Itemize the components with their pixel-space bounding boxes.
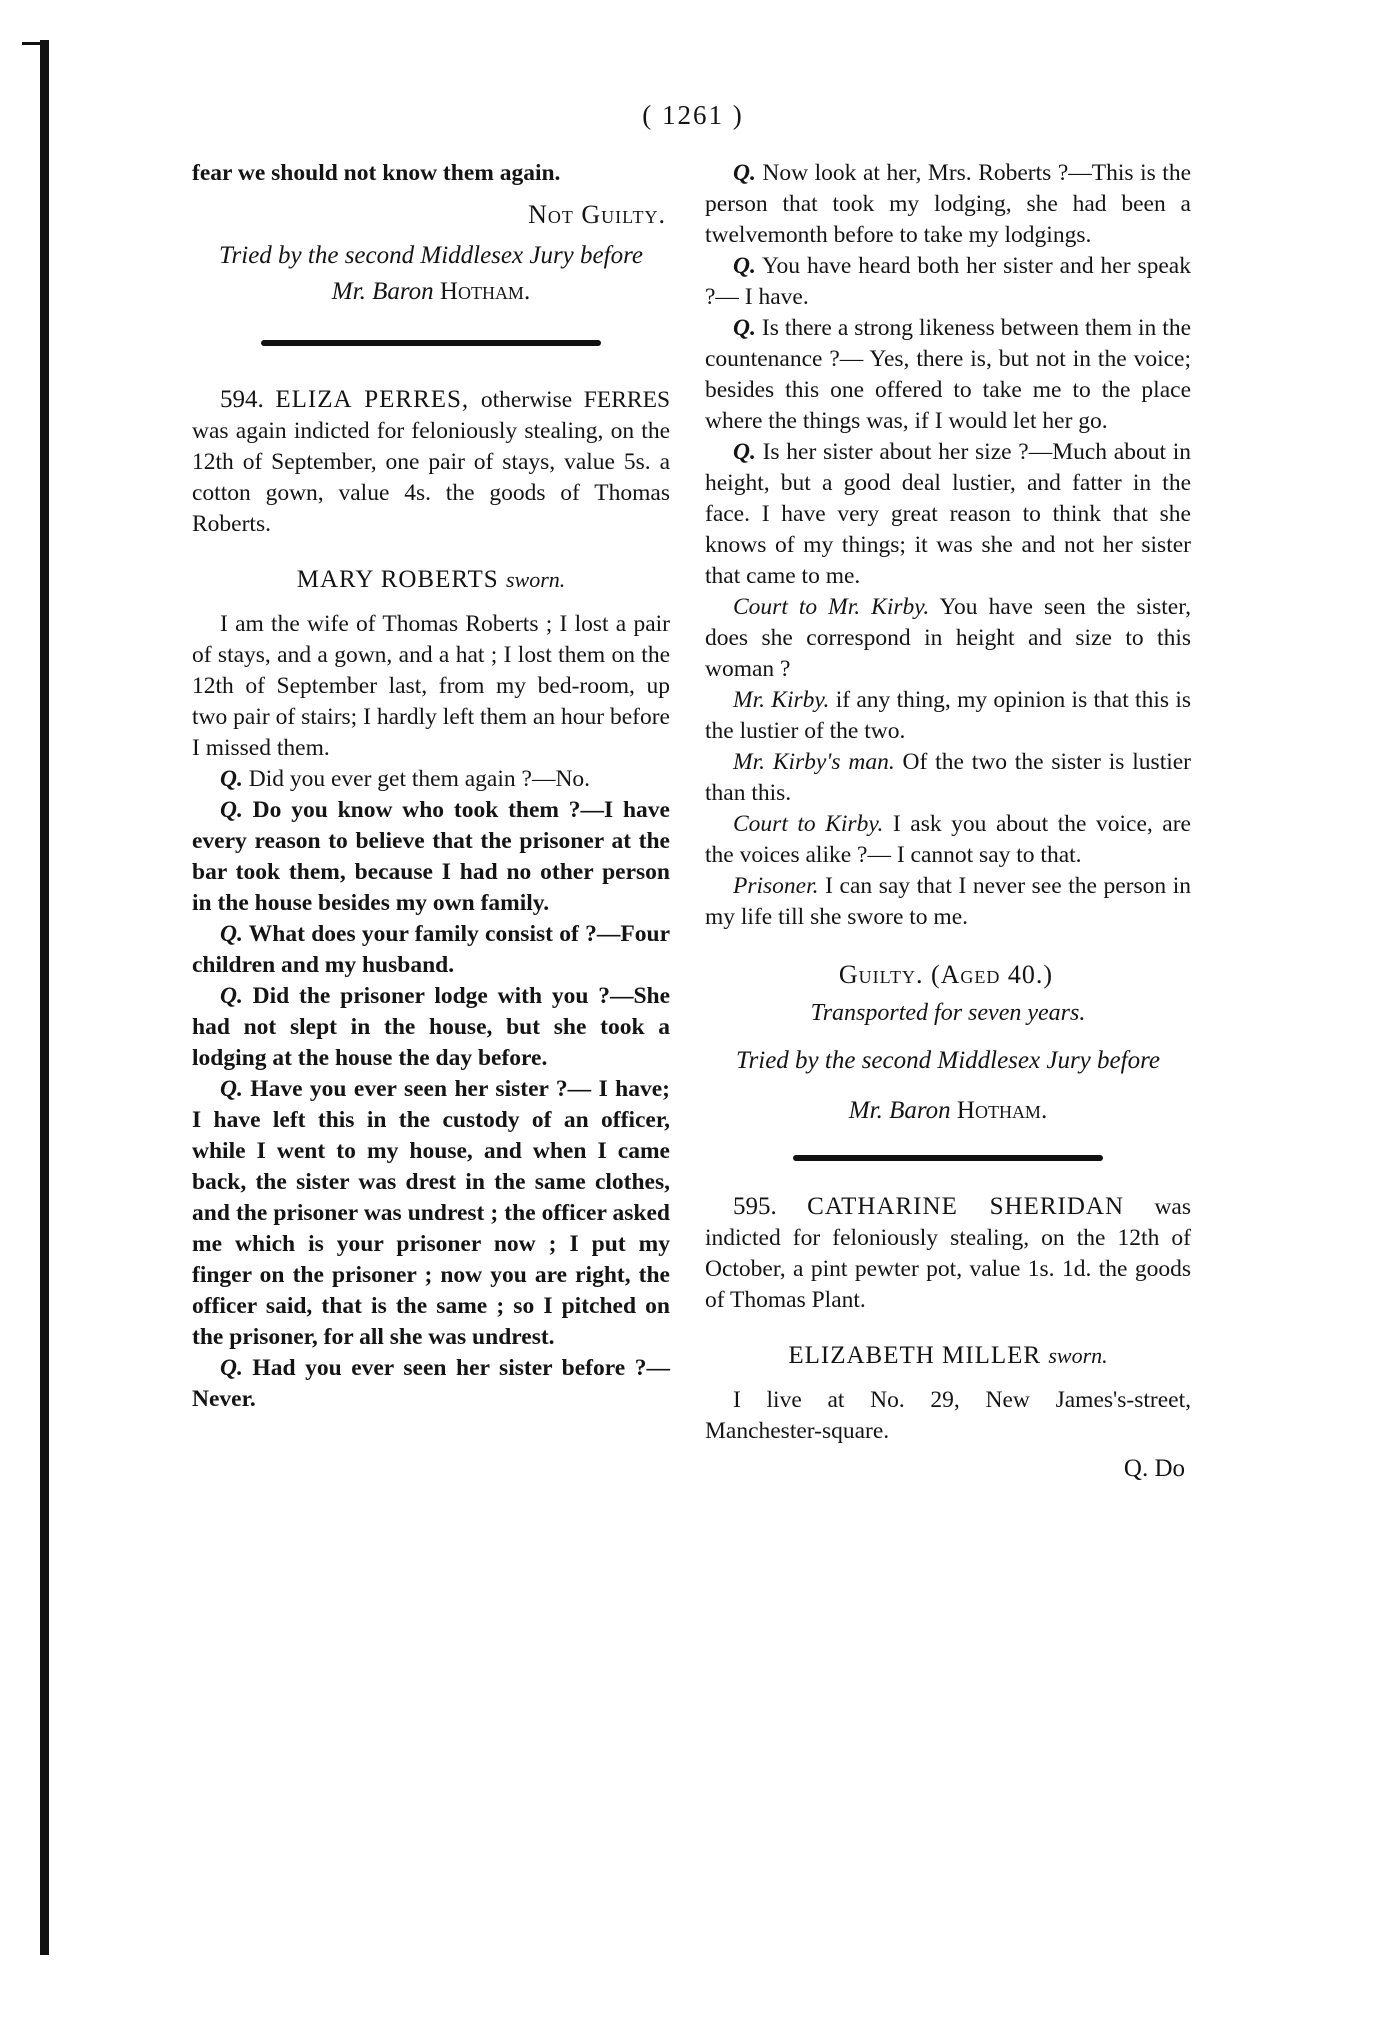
testimony-paragraph: Q. Had you ever seen her sister before ?—Never. bbox=[192, 1355, 671, 1412]
trial-note-line1: Tried by the second Middlesex Jury before bbox=[219, 242, 643, 269]
testimony-paragraph: Q. Do you know who took them ?—I have every reason to believe that the prisoner at the bar took them, because I had no other person in the house besides my own family. bbox=[192, 797, 670, 916]
question-mark: Q. bbox=[220, 797, 243, 823]
trial-note bbox=[192, 238, 670, 310]
testimony-paragraph: Prisoner. I can say that I never see the person in my life till she swore to me. bbox=[705, 873, 1192, 930]
testimony-paragraph: Court to Kirby. I ask you about the voice, are the voices alike ?— I cannot say to that. bbox=[705, 811, 1191, 868]
question-mark: Q. bbox=[733, 253, 756, 279]
testimony-paragraph: Mr. Kirby's man. Of the two the sister is lustier than this. bbox=[705, 749, 1192, 806]
testimony-paragraph: Court to Mr. Kirby. You have seen the sister, does she correspond in height and size to this woman ? bbox=[705, 594, 1191, 682]
defendant-name: ELIZA PERRES, bbox=[275, 386, 470, 413]
book-spine-edge bbox=[40, 40, 49, 1955]
testimony-paragraph: I am the wife of Thomas Roberts ; I lost a pair of stays, and a gown, and a hat ; I lost them on the 12th of September last, from my bed-room, up two pair of stairs; I hardly left them an hour before I missed them. bbox=[192, 611, 670, 761]
witness-sworn: sworn. bbox=[1048, 1343, 1108, 1368]
trial-note-line2 bbox=[705, 1093, 1191, 1129]
section-divider bbox=[261, 340, 601, 346]
speaker-label: Prisoner. bbox=[733, 873, 819, 899]
section-divider bbox=[793, 1155, 1103, 1161]
catchword: Q. Do bbox=[1123, 1455, 1185, 1482]
indictment-text: otherwise FERRES was again indicted for feloniously stealing, on the 12th of September, one pair of stays, value 5s. a cotton gown, value 4s. the goods of Thomas Roberts. bbox=[192, 387, 671, 537]
case-594 bbox=[192, 384, 670, 540]
trial-judge-name: Hotham. bbox=[439, 278, 531, 305]
trial-judge-name: Hotham. bbox=[956, 1097, 1048, 1124]
testimony-paragraph: Q. Is her sister about her size ?—Much about in height, but a good deal lustier, and fatter in the face. I have very great reason to think that she knows of my things; it was she and not her sister that came to me. bbox=[705, 439, 1192, 589]
testimony-paragraph: Q. Did the prisoner lodge with you ?—She had not slept in the house, but she took a lodging at the house the day before. bbox=[192, 983, 671, 1071]
left-column bbox=[192, 158, 670, 1415]
question-mark: Q. bbox=[220, 1355, 243, 1381]
testimony-paragraph: Q. Have you ever seen her sister ?— I have; I have left this in the custody of an officer, while I went to my house, and when I came back, the sister was drest in the same clothes, and the prisoner was undrest ; the officer asked me which is your prisoner now ; I put my finger on the prisoner ; now you are right, the officer said, that is the same ; so I pitched on the prisoner, for all she was undrest. bbox=[192, 1076, 671, 1350]
trial-judge-title: Mr. Baron bbox=[331, 278, 434, 305]
trial-note-line2 bbox=[192, 274, 670, 310]
question-mark: Q. bbox=[733, 315, 756, 341]
witness-name: ELIZABETH MILLER bbox=[788, 1342, 1042, 1369]
verdict-guilty: Guilty. (Aged 40.) bbox=[838, 960, 1054, 989]
witness-sworn: sworn. bbox=[505, 567, 566, 592]
question-mark: Q. bbox=[733, 439, 756, 465]
question-mark: Q. bbox=[220, 983, 243, 1009]
testimony-paragraph: Mr. Kirby. if any thing, my opinion is that this is the lustier of the two. bbox=[705, 687, 1191, 744]
trial-note bbox=[705, 1043, 1191, 1129]
verdict-not-guilty: Not Guilty. bbox=[528, 200, 666, 229]
continuation-line: fear we should not know them again. bbox=[192, 160, 561, 186]
testimony-paragraph: Q. Is there a strong likeness between them in the countenance ?— Yes, there is, but not in the voice; besides this one offered to take me to the place where the things was, if I would let her go. bbox=[705, 315, 1191, 434]
trial-note-line1: Tried by the second Middlesex Jury before bbox=[736, 1047, 1160, 1074]
witness-name: MARY ROBERTS bbox=[296, 566, 499, 593]
witness-heading bbox=[192, 564, 670, 595]
testimony-paragraph: Q. Now look at her, Mrs. Roberts ?—This is the person that took my lodging, she had been a twelvemonth before to take my lodgings. bbox=[705, 160, 1192, 248]
question-mark: Q. bbox=[220, 766, 243, 792]
question-mark: Q. bbox=[220, 1076, 243, 1102]
testimony-paragraph: Q. What does your family consist of ?—Four children and my husband. bbox=[192, 921, 670, 978]
defendant-name: CATHARINE SHERIDAN bbox=[807, 1193, 1125, 1220]
testimony-paragraph: Q. You have heard both her sister and her speak ?— I have. bbox=[705, 253, 1191, 310]
case-595 bbox=[705, 1191, 1191, 1316]
speaker-label: Court to Kirby. bbox=[733, 811, 884, 837]
speaker-label: Mr. Kirby's man. bbox=[733, 749, 895, 775]
testimony-paragraph: Q. Did you ever get them again ?—No. bbox=[220, 766, 591, 792]
indictment-text: was indicted for feloniously stealing, on the 12th of October, a pint pewter pot, value 1s. 1d. the goods of Thomas Plant. bbox=[705, 1194, 1191, 1313]
case-number: 595. bbox=[733, 1193, 777, 1220]
case-number: 594. bbox=[220, 386, 264, 413]
question-mark: Q. bbox=[733, 160, 756, 186]
witness-heading bbox=[705, 1340, 1191, 1371]
spine-tick-mark bbox=[22, 42, 42, 45]
trial-judge-title: Mr. Baron bbox=[848, 1097, 951, 1124]
speaker-label: Court to Mr. Kirby. bbox=[733, 594, 930, 620]
sentence: Transported for seven years. bbox=[810, 1000, 1086, 1026]
testimony-paragraph: I live at No. 29, New James's-street, Manchester-square. bbox=[705, 1387, 1191, 1444]
right-column bbox=[705, 158, 1191, 1484]
page-number: ( 1261 ) bbox=[642, 100, 744, 130]
speaker-label: Mr. Kirby. bbox=[733, 687, 830, 713]
question-mark: Q. bbox=[220, 921, 243, 947]
